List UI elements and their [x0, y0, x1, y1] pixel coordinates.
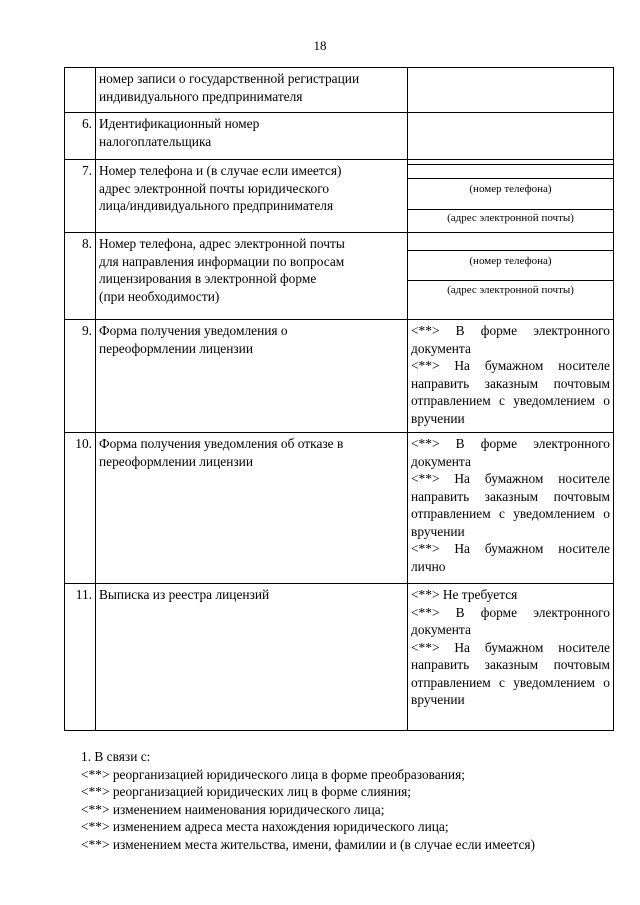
phone-field[interactable]	[408, 178, 613, 179]
row-description: Форма получения уведомления о переоформлении лицензии	[96, 320, 408, 433]
row-description: Номер телефона, адрес электронной почты для направления информации по вопросам лицензирования в электронной форме (при необходимости)	[96, 233, 408, 320]
footnote-line: 1. В связи с:	[81, 749, 151, 764]
phone-caption: (номер телефона)	[469, 255, 552, 267]
footnotes	[81, 748, 621, 854]
table-row	[65, 160, 614, 233]
table-row	[65, 584, 614, 731]
row-number: 11.	[65, 584, 96, 731]
table-row	[65, 433, 614, 584]
row-description: Форма получения уведомления об отказе в переоформлении лицензии	[96, 433, 408, 584]
phone-caption: (номер телефона)	[469, 183, 552, 195]
row-number: 8.	[65, 233, 96, 320]
table-row	[65, 233, 614, 320]
row-description: Номер телефона и (в случае если имеется) адрес электронной почты юридического лица/индивидуального предпринимателя	[96, 160, 408, 233]
application-form-table	[64, 67, 614, 731]
contact-fields	[408, 160, 614, 233]
footnote-line: <**> реорганизацией юридического лица в форме преобразования;	[81, 766, 465, 782]
option-paper-mail[interactable]: <**> На бумажном носителе направить заказным почтовым отправлением с уведомлением о вручении	[411, 471, 610, 539]
email-caption: (адрес электронной почты)	[447, 212, 574, 224]
row-description: Идентификационный номер налогоплательщика	[96, 113, 408, 160]
footnote-line: <**> реорганизацией юридических лиц в форме слияния;	[81, 784, 411, 800]
option-paper-mail[interactable]: <**> На бумажном носителе направить заказным почтовым отправлением с уведомлением о вручении	[411, 639, 610, 707]
page-number: 18	[313, 38, 327, 53]
email-field[interactable]	[408, 280, 613, 281]
row-number: 7.	[65, 160, 96, 233]
row-number: 6.	[65, 113, 96, 160]
email-field[interactable]	[408, 209, 613, 210]
refusal-form-options	[408, 433, 614, 584]
table-row	[65, 320, 614, 433]
footnote-line: <**> изменением адреса места нахождения юридического лица;	[81, 819, 449, 835]
row-description: Выписка из реестра лицензий	[96, 584, 408, 731]
row-description: номер записи о государственной регистрации индивидуального предпринимателя	[96, 68, 408, 113]
extract-form-options	[408, 584, 614, 731]
contact-fields	[408, 233, 614, 320]
notification-form-options	[408, 320, 614, 433]
row-number: 9.	[65, 320, 96, 433]
inn-field[interactable]	[408, 113, 614, 160]
footnote-line: <**> изменением наименования юридического лица;	[81, 801, 385, 817]
option-electronic[interactable]: <**> В форме электронного документа	[411, 436, 610, 469]
option-electronic[interactable]: <**> В форме электронного документа	[411, 604, 610, 637]
option-not-required[interactable]: <**> Не требуется	[411, 587, 518, 602]
table-row	[65, 68, 614, 113]
email-caption: (адрес электронной почты)	[447, 284, 574, 296]
option-paper-personal[interactable]: <**> На бумажном носителе лично	[411, 541, 610, 574]
value-field[interactable]	[408, 68, 614, 113]
option-paper-mail[interactable]: <**> На бумажном носителе направить заказным почтовым отправлением с уведомлением о вручении	[411, 358, 610, 426]
footnote-line: <**> изменением места жительства, имени, фамилии и (в случае если имеется)	[81, 836, 536, 852]
option-electronic[interactable]: <**> В форме электронного документа	[411, 323, 610, 356]
table-row	[65, 113, 614, 160]
row-number	[65, 68, 96, 113]
row-number: 10.	[65, 433, 96, 584]
phone-field[interactable]	[408, 250, 613, 251]
